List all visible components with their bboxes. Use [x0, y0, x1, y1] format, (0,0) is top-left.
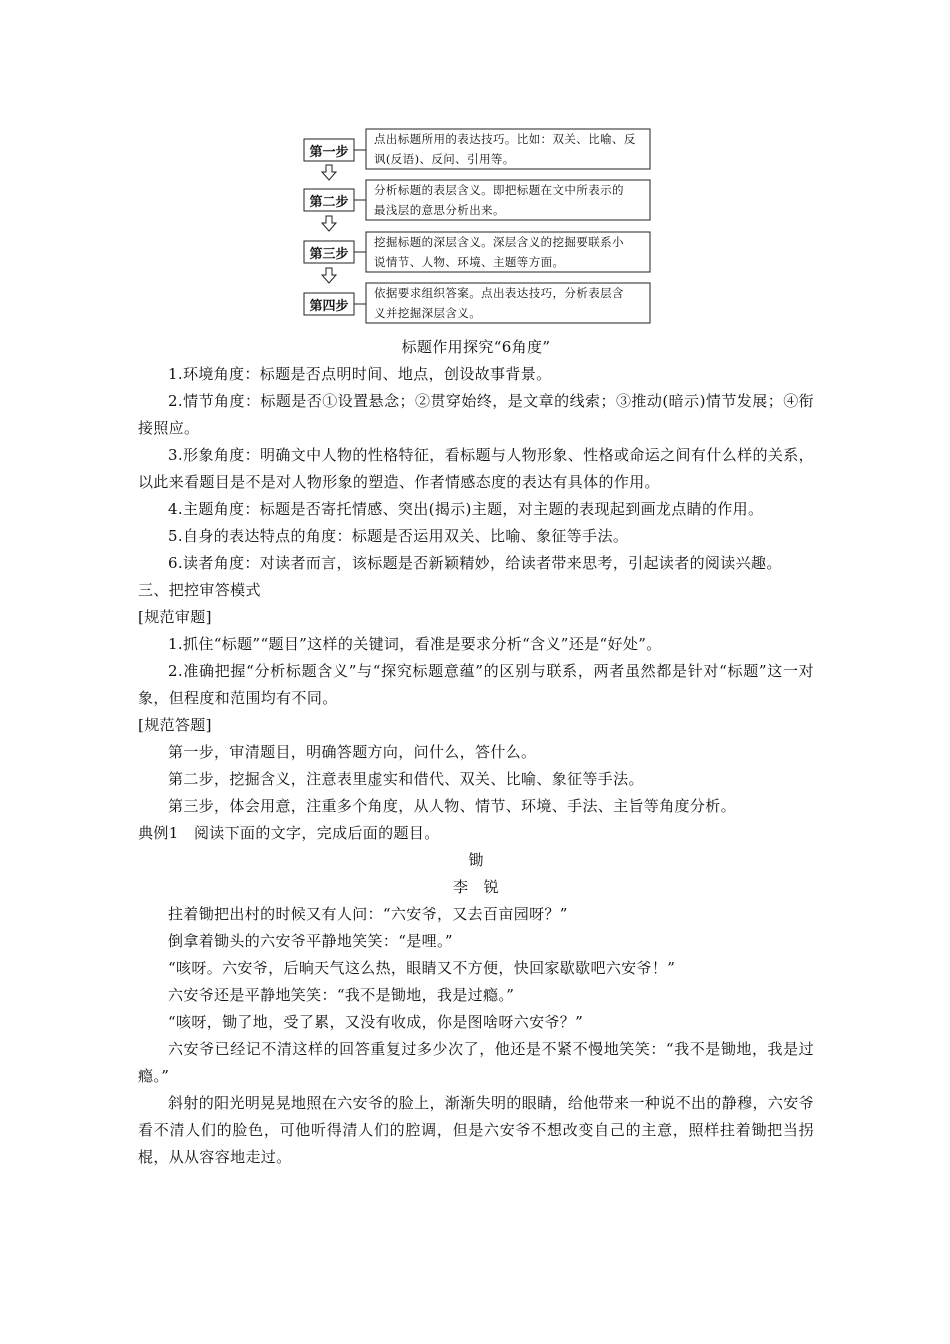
example-intro: 典例1 阅读下面的文字，完成后面的题目。	[138, 824, 440, 842]
part-three-heading: 三、把控审答模式	[138, 581, 261, 599]
step-3-description: 挖掘标题的深层含义。深层含义的挖掘要联系小 说情节、人物、环境、主题等方面。	[374, 235, 624, 269]
step-1-label: 第一步	[309, 144, 349, 160]
dati-heading: [规范答题]	[138, 716, 212, 734]
dati-item: 第一步，审清题目，明确答题方向，问什么，答什么。	[168, 743, 537, 761]
shenti-item: 1.抓住“标题”“题目”这样的关键词，看准是要求分析“含义”还是“好处”。	[168, 635, 662, 653]
shenti-item: 2.准确把握“分析标题含义”与“探究标题意蕴”的区别与联系，两者虽然都是针对“标题”这一对象，但程度和范围均有不同。	[138, 662, 814, 707]
story-paragraph: 六安爷还是平静地笑笑：“我不是锄地，我是过瘾。”	[168, 986, 515, 1004]
story-title: 锄	[468, 851, 484, 869]
angle-item: 6.读者角度：对读者而言，该标题是否新颖精妙，给读者带来思考，引起读者的阅读兴趣。	[168, 554, 782, 572]
steps-flowchart	[298, 128, 654, 324]
step-4-description: 依据要求组织答案。点出表达技巧，分析表层含 义并挖掘深层含义。	[374, 286, 624, 320]
story-paragraph: “咳呀。六安爷，后晌天气这么热，眼睛又不方便，快回家歇歇吧六安爷！”	[168, 959, 676, 977]
angle-item: 1.环境角度：标题是否点明时间、地点，创设故事背景。	[168, 365, 552, 383]
dati-item: 第二步，挖掘含义，注意表里虚实和借代、双关、比喻、象征等手法。	[168, 770, 644, 788]
section-title: 标题作用探究“6角度”	[401, 338, 551, 356]
story-paragraph: 倒拿着锄头的六安爷平静地笑笑：“是哩。”	[168, 932, 453, 950]
story-paragraph: 拄着锄把出村的时候又有人问：“六安爷，又去百亩园呀？”	[168, 905, 568, 923]
step-1-description: 点出标题所用的表达技巧。比如：双关、比喻、反 讽(反语)、反问、引用等。	[374, 132, 636, 166]
dati-item: 第三步，体会用意，注重多个角度，从人物、情节、环境、手法、主旨等角度分析。	[168, 797, 736, 815]
step-3-label: 第三步	[309, 246, 349, 262]
step-4-label: 第四步	[309, 298, 349, 314]
story-paragraph: “咳呀，锄了地，受了累，又没有收成，你是图啥呀六安爷？”	[168, 1013, 584, 1031]
angle-item: 3.形象角度：明确文中人物的性格特征，看标题与人物形象、性格或命运之间有什么样的关系，以此来看题目是不是对人物形象的塑造、作者情感态度的表达有具体的作用。	[138, 446, 814, 491]
angle-item: 2.情节角度：标题是否①设置悬念；②贯穿始终，是文章的线索；③推动(暗示)情节发展；④衔接照应。	[138, 392, 814, 437]
step-2-label: 第二步	[309, 194, 349, 210]
shenti-heading: [规范审题]	[138, 608, 212, 626]
angle-item: 5.自身的表达特点的角度：标题是否运用双关、比喻、象征等手法。	[168, 527, 629, 545]
angle-item: 4.主题角度：标题是否寄托情感、突出(揭示)主题，对主题的表现起到画龙点睛的作用。	[168, 500, 764, 518]
story-paragraph: 六安爷已经记不清这样的回答重复过多少次了，他还是不紧不慢地笑笑：“我不是锄地，我是过瘾。”	[138, 1040, 814, 1085]
story-paragraph: 斜射的阳光明晃晃地照在六安爷的脸上，渐渐失明的眼睛，给他带来一种说不出的静穆，六安爷看不清人们的脸色，可他听得清人们的腔调，但是六安爷不想改变自己的主意，照样拄着锄把当拐棍，从从容容地走过。	[138, 1094, 814, 1166]
step-2-description: 分析标题的表层含义。即把标题在文中所表示的 最浅层的意思分析出来。	[374, 183, 624, 217]
document-body	[138, 334, 814, 1171]
story-author: 李 锐	[452, 878, 500, 896]
